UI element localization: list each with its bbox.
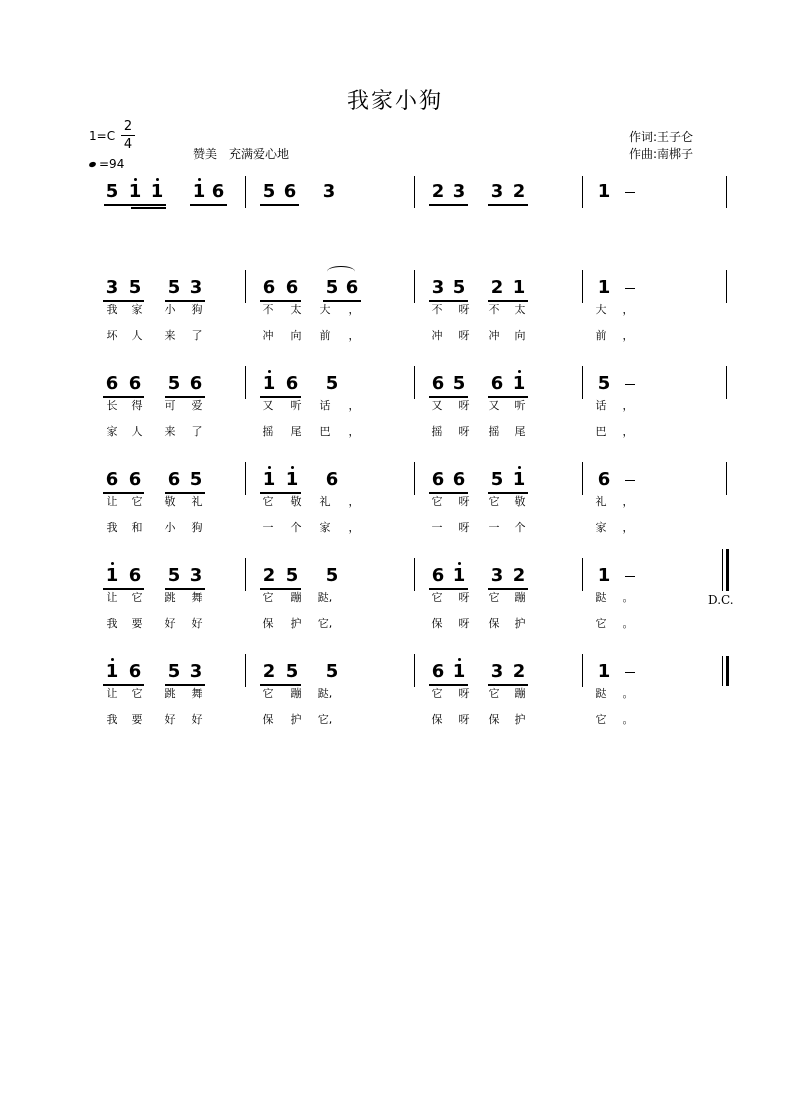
- lyric-line1: 。: [622, 687, 634, 700]
- note: 6: [431, 661, 445, 682]
- note: 1: [105, 661, 119, 682]
- lyric-line2: 坏: [106, 329, 118, 342]
- high-octave-dot: [291, 466, 294, 469]
- lyric-line2: 向: [290, 329, 302, 342]
- barline: [414, 462, 415, 495]
- note: 5: [325, 277, 339, 298]
- lyric-line2: 呀: [458, 713, 470, 726]
- barline: [726, 176, 727, 208]
- barline: [414, 654, 415, 687]
- hold-dash: [625, 480, 635, 481]
- note: 5: [167, 661, 181, 682]
- lyric-line1: 它: [262, 687, 274, 700]
- lyric-line2: ，: [348, 521, 360, 534]
- lyric-line1: 呀: [458, 687, 470, 700]
- lyric-line2: 它,: [317, 617, 333, 630]
- high-octave-dot: [111, 562, 114, 565]
- note: 2: [512, 661, 526, 682]
- note: 6: [105, 469, 119, 490]
- lyric-line2: 和: [131, 521, 143, 534]
- note: 5: [285, 661, 299, 682]
- lyric-line1: 蹦: [514, 591, 526, 604]
- lyric-line1: 敬: [290, 495, 302, 508]
- dc-marking: D.C.: [708, 593, 734, 607]
- note: 1: [150, 181, 164, 202]
- lyric-line2: 一: [431, 521, 443, 534]
- lyric-line2: 保: [488, 617, 500, 630]
- lyric-line2: 前: [595, 329, 607, 342]
- note: 6: [431, 469, 445, 490]
- note: 6: [597, 469, 611, 490]
- lyric-line2: 前: [319, 329, 331, 342]
- note: 5: [597, 373, 611, 394]
- lyric-line2: 好: [164, 713, 176, 726]
- lyric-line2: 好: [164, 617, 176, 630]
- lyric-line2: 巴: [595, 425, 607, 438]
- expression-marking: 赞美 充满爱心地: [193, 147, 290, 161]
- note: 1: [597, 661, 611, 682]
- lyric-line2: 保: [431, 617, 443, 630]
- beam-underline: [131, 207, 166, 209]
- lyric-line2: 。: [622, 617, 634, 630]
- lyric-line2: 我: [106, 713, 118, 726]
- lyric-line2: 尾: [514, 425, 526, 438]
- lyric-line2: 冲: [488, 329, 500, 342]
- high-octave-dot: [458, 658, 461, 661]
- lyric-line1: 又: [431, 399, 443, 412]
- barline: [245, 654, 246, 687]
- note: 2: [490, 277, 504, 298]
- lyric-line1: 敬: [164, 495, 176, 508]
- lyric-line1: 得: [131, 399, 143, 412]
- final-barline-thick: [726, 656, 729, 686]
- high-octave-dot: [111, 658, 114, 661]
- note: 5: [262, 181, 276, 202]
- final-barline-thick: [726, 549, 729, 591]
- lyric-line2: 人: [131, 329, 143, 342]
- note: 6: [128, 661, 142, 682]
- lyric-line1: 它: [488, 687, 500, 700]
- lyric-line2: 保: [431, 713, 443, 726]
- time-signature: [121, 119, 135, 152]
- lyric-line2: 我: [106, 617, 118, 630]
- beam-underline: [488, 204, 528, 206]
- barline: [582, 270, 583, 303]
- note: 2: [431, 181, 445, 202]
- tempo-marking: [89, 157, 124, 171]
- lyric-line1: 呀: [458, 495, 470, 508]
- note: 1: [597, 277, 611, 298]
- lyric-line1: ，: [348, 399, 360, 412]
- lyric-line1: 礼: [595, 495, 607, 508]
- barline: [245, 366, 246, 399]
- lyric-line1: ，: [348, 303, 360, 316]
- lyric-line2: 巴: [319, 425, 331, 438]
- lyric-line2: 小: [164, 521, 176, 534]
- lyric-line1: 。: [622, 591, 634, 604]
- lyric-line2: ，: [622, 329, 634, 342]
- note: 3: [490, 181, 504, 202]
- lyric-line1: 呀: [458, 591, 470, 604]
- lyric-line2: 呀: [458, 329, 470, 342]
- note: 1: [597, 181, 611, 202]
- beam-underline: [190, 204, 227, 206]
- lyric-line1: 长: [106, 399, 118, 412]
- lyric-line2: 冲: [431, 329, 443, 342]
- page-title: 我家小狗: [346, 89, 443, 114]
- lyric-line1: 它: [131, 495, 143, 508]
- lyric-line2: 来: [164, 425, 176, 438]
- lyric-line2: 。: [622, 713, 634, 726]
- note: 5: [128, 277, 142, 298]
- barline: [582, 176, 583, 208]
- lyric-line2: ，: [622, 425, 634, 438]
- lyric-line2: 它,: [317, 713, 333, 726]
- note: 6: [211, 181, 225, 202]
- lyric-line1: 让: [106, 687, 118, 700]
- lyric-line1: 跶,: [317, 687, 333, 700]
- lyric-line2: 护: [514, 713, 526, 726]
- note: 5: [167, 565, 181, 586]
- lyric-line2: 我: [106, 521, 118, 534]
- lyric-line1: 它: [431, 687, 443, 700]
- high-octave-dot: [518, 466, 521, 469]
- time-signature-top: 2: [123, 119, 133, 134]
- barline: [245, 176, 246, 208]
- final-barline-thin: [722, 656, 723, 686]
- lyric-line1: 它: [131, 591, 143, 604]
- note: 3: [105, 277, 119, 298]
- lyric-line2: 摇: [262, 425, 274, 438]
- note: 3: [189, 277, 203, 298]
- note: 5: [452, 373, 466, 394]
- note: 2: [512, 181, 526, 202]
- note: 5: [105, 181, 119, 202]
- high-octave-dot: [134, 178, 137, 181]
- barline: [726, 366, 727, 399]
- lyric-line2: 呀: [458, 425, 470, 438]
- barline: [726, 270, 727, 303]
- lyric-line2: ，: [348, 329, 360, 342]
- lyric-line1: 我: [106, 303, 118, 316]
- note: 2: [262, 661, 276, 682]
- lyric-line1: ，: [622, 303, 634, 316]
- lyric-line1: 礼: [191, 495, 203, 508]
- lyric-line1: 跶: [595, 591, 607, 604]
- lyric-line2: 摇: [431, 425, 443, 438]
- barline: [414, 558, 415, 591]
- note: 6: [128, 469, 142, 490]
- lyric-line2: 它: [595, 617, 607, 630]
- lyric-line1: 舞: [191, 687, 203, 700]
- lyric-line1: 它: [131, 687, 143, 700]
- lyric-line1: 蹦: [514, 687, 526, 700]
- note: 5: [189, 469, 203, 490]
- beam-underline: [260, 204, 299, 206]
- lyric-line2: 要: [131, 617, 143, 630]
- lyric-line1: 让: [106, 591, 118, 604]
- lyric-line2: 狗: [191, 521, 203, 534]
- note: 1: [262, 469, 276, 490]
- lyric-line2: 了: [191, 329, 203, 342]
- barline: [414, 176, 415, 208]
- hold-dash: [625, 672, 635, 673]
- note: 6: [167, 469, 181, 490]
- lyric-line1: ，: [622, 495, 634, 508]
- note: 3: [490, 565, 504, 586]
- lyric-line2: 呀: [458, 617, 470, 630]
- high-octave-dot: [198, 178, 201, 181]
- lyric-line2: ，: [348, 425, 360, 438]
- note: 2: [262, 565, 276, 586]
- lyric-line1: 呀: [458, 399, 470, 412]
- hold-dash: [625, 288, 635, 289]
- lyric-line2: 一: [262, 521, 274, 534]
- barline: [414, 366, 415, 399]
- lyric-line2: 向: [514, 329, 526, 342]
- note: 6: [128, 565, 142, 586]
- lyric-line2: 一: [488, 521, 500, 534]
- note: 5: [325, 373, 339, 394]
- lyric-line2: 冲: [262, 329, 274, 342]
- note: 3: [431, 277, 445, 298]
- lyric-line2: 来: [164, 329, 176, 342]
- time-signature-bottom: 4: [123, 137, 133, 152]
- lyric-line1: 可: [164, 399, 176, 412]
- hold-dash: [625, 576, 635, 577]
- lyric-line1: 不: [488, 303, 500, 316]
- lyric-line2: ，: [622, 521, 634, 534]
- lyric-line2: 保: [262, 617, 274, 630]
- lyric-line1: 跳: [164, 591, 176, 604]
- note: 6: [345, 277, 359, 298]
- barline: [726, 462, 727, 495]
- lyric-line2: 家: [106, 425, 118, 438]
- lyric-line2: 保: [262, 713, 274, 726]
- lyric-line2: 个: [290, 521, 302, 534]
- composer: 作曲:南梆子: [629, 147, 694, 161]
- note: 2: [512, 565, 526, 586]
- note: 1: [452, 565, 466, 586]
- lyric-line2: 人: [131, 425, 143, 438]
- note: 3: [322, 181, 336, 202]
- lyric-line1: 不: [262, 303, 274, 316]
- lyric-line2: 护: [290, 713, 302, 726]
- lyric-line1: 它: [262, 591, 274, 604]
- barline: [245, 462, 246, 495]
- note: 1: [105, 565, 119, 586]
- note: 3: [189, 661, 203, 682]
- note: 6: [431, 373, 445, 394]
- lyric-line1: 跶: [595, 687, 607, 700]
- note: 6: [128, 373, 142, 394]
- note: 5: [167, 277, 181, 298]
- lyric-line1: 它: [262, 495, 274, 508]
- note: 5: [325, 661, 339, 682]
- lyric-line1: ，: [348, 495, 360, 508]
- barline: [582, 462, 583, 495]
- note: 5: [490, 469, 504, 490]
- lyric-line1: 不: [431, 303, 443, 316]
- note: 1: [128, 181, 142, 202]
- hold-dash: [625, 384, 635, 385]
- note: 1: [285, 469, 299, 490]
- lyric-line1: 蹦: [290, 591, 302, 604]
- barline: [245, 270, 246, 303]
- note: 6: [285, 373, 299, 394]
- note: 6: [262, 277, 276, 298]
- lyric-line1: 话: [319, 399, 331, 412]
- note: 1: [452, 661, 466, 682]
- lyric-line1: 它: [431, 495, 443, 508]
- note: 5: [167, 373, 181, 394]
- lyric-line1: 跳: [164, 687, 176, 700]
- lyric-line1: 又: [488, 399, 500, 412]
- lyric-line1: 听: [514, 399, 526, 412]
- time-signature-line: [121, 135, 135, 136]
- lyric-line1: 呀: [458, 303, 470, 316]
- lyric-line1: 它: [488, 591, 500, 604]
- note: 1: [262, 373, 276, 394]
- note: 3: [189, 565, 203, 586]
- lyric-line2: 保: [488, 713, 500, 726]
- key-signature: 1=C: [89, 129, 116, 143]
- lyric-line1: 小: [164, 303, 176, 316]
- high-octave-dot: [268, 466, 271, 469]
- note: 1: [192, 181, 206, 202]
- lyric-line1: 让: [106, 495, 118, 508]
- barline: [582, 558, 583, 591]
- lyric-line2: 呀: [458, 521, 470, 534]
- note: 1: [597, 565, 611, 586]
- note: 6: [452, 469, 466, 490]
- beam-underline: [429, 204, 468, 206]
- tempo-value: =94: [99, 157, 125, 171]
- lyric-line2: 个: [514, 521, 526, 534]
- beam-underline: [104, 204, 166, 206]
- lyric-line1: 蹦: [290, 687, 302, 700]
- lyric-line2: 要: [131, 713, 143, 726]
- lyric-line1: 它: [488, 495, 500, 508]
- note: 3: [452, 181, 466, 202]
- lyric-line1: 家: [131, 303, 143, 316]
- note: 6: [283, 181, 297, 202]
- lyric-line1: 大: [319, 303, 331, 316]
- note: 6: [325, 469, 339, 490]
- lyric-line2: 家: [595, 521, 607, 534]
- note: 5: [452, 277, 466, 298]
- barline: [245, 558, 246, 591]
- lyricist: 作词:王子仑: [629, 130, 694, 144]
- lyric-line1: 太: [290, 303, 302, 316]
- slur-arc: [327, 266, 355, 277]
- note: 5: [285, 565, 299, 586]
- lyric-line2: 护: [514, 617, 526, 630]
- high-octave-dot: [268, 370, 271, 373]
- lyric-line2: 好: [191, 617, 203, 630]
- lyric-line2: 它: [595, 713, 607, 726]
- note: 6: [189, 373, 203, 394]
- hold-dash: [625, 192, 635, 193]
- final-barline-thin: [722, 549, 723, 591]
- lyric-line2: 了: [191, 425, 203, 438]
- note: 1: [512, 469, 526, 490]
- note: 1: [512, 277, 526, 298]
- lyric-line2: 尾: [290, 425, 302, 438]
- note: 6: [431, 565, 445, 586]
- barline: [582, 366, 583, 399]
- high-octave-dot: [518, 370, 521, 373]
- quarter-note-icon: [88, 161, 96, 168]
- barline: [582, 654, 583, 687]
- lyric-line1: 又: [262, 399, 274, 412]
- lyric-line1: 爱: [191, 399, 203, 412]
- lyric-line1: 跶,: [317, 591, 333, 604]
- lyric-line1: 大: [595, 303, 607, 316]
- note: 1: [512, 373, 526, 394]
- lyric-line1: 听: [290, 399, 302, 412]
- note: 5: [325, 565, 339, 586]
- lyric-line2: 摇: [488, 425, 500, 438]
- high-octave-dot: [156, 178, 159, 181]
- note: 6: [105, 373, 119, 394]
- high-octave-dot: [458, 562, 461, 565]
- lyric-line1: 狗: [191, 303, 203, 316]
- note: 6: [490, 373, 504, 394]
- lyric-line2: 护: [290, 617, 302, 630]
- lyric-line2: 家: [319, 521, 331, 534]
- lyric-line1: 太: [514, 303, 526, 316]
- note: 6: [285, 277, 299, 298]
- lyric-line1: 礼: [319, 495, 331, 508]
- lyric-line1: ，: [622, 399, 634, 412]
- lyric-line1: 敬: [514, 495, 526, 508]
- lyric-line1: 它: [431, 591, 443, 604]
- lyric-line2: 好: [191, 713, 203, 726]
- note: 3: [490, 661, 504, 682]
- lyric-line1: 话: [595, 399, 607, 412]
- lyric-line1: 舞: [191, 591, 203, 604]
- barline: [414, 270, 415, 303]
